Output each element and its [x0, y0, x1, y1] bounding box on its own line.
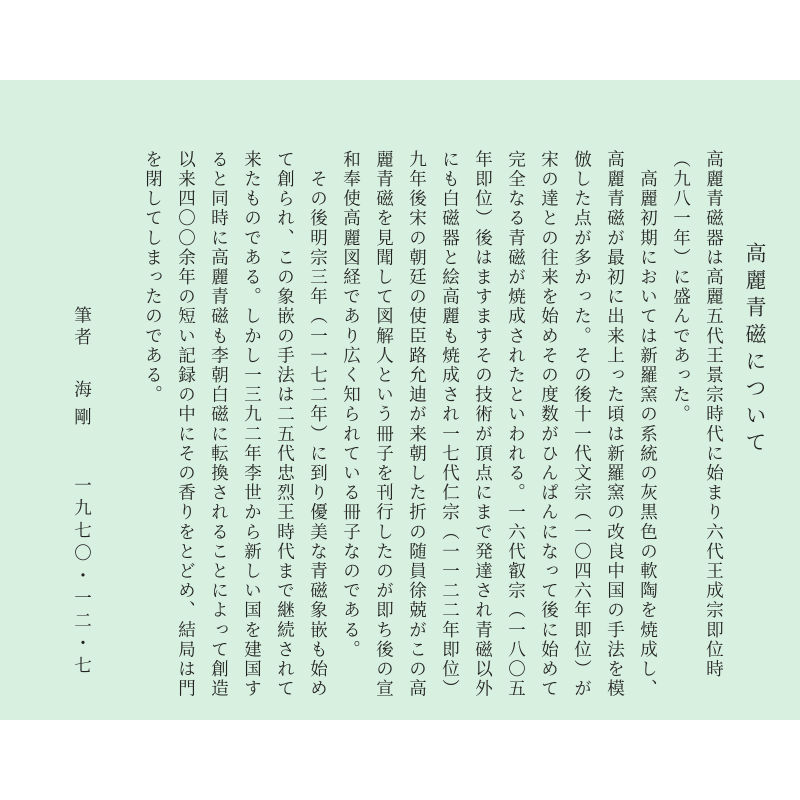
signature-label: 筆者: [71, 306, 92, 349]
text-line: （九八一年）に盛んであった。: [670, 150, 691, 425]
paper-sheet: [0, 80, 800, 720]
text-line: を閉してしまったのである。: [142, 150, 163, 405]
text-line: 高麗青磁器は高麗五代王景宗時代に始まり六代王成宗即位時: [703, 150, 724, 680]
text-line: 麗青磁を見聞して図解人という冊子を刊行したのが即ち後の宣: [373, 150, 394, 699]
document-title: 高麗青磁について: [743, 242, 767, 458]
text-line: 完全なる青磁が焼成されたといわれる。一六代叡宗（一八〇五: [505, 150, 526, 699]
text-line: 以来四〇〇余年の短い記録の中にその香りをとどめ、結局は門: [175, 150, 196, 699]
text-line: 年即位）後はますますその技術が頂点にまで発達され青磁以外: [472, 150, 493, 699]
text-line: 高麗初期においては新羅窯の系統の灰黒色の軟陶を焼成し、: [637, 150, 658, 699]
text-line: 宋の達との往来を始めその度数がひんぱんになって後に始めて: [538, 150, 559, 699]
signature-date: 一九七〇・一二・七: [71, 476, 92, 679]
text-line: にも白磁器と絵高麗も焼成され一七代仁宗（一一二二年即位）: [439, 150, 460, 699]
text-line: 高麗青磁が最初に出来上った頃は新羅窯の改良中国の手法を模: [604, 150, 625, 699]
text-line: て創られ、この象嵌の手法は二五代忠烈王時代まで継続されて: [274, 150, 295, 699]
text-line: 和奉使高麗図経であり広く知られている冊子なのである。: [340, 150, 361, 660]
signature-author: 海剛: [71, 380, 92, 435]
text-line: 来たものである。しかし一三九二年李世から新しい国を建国す: [241, 150, 262, 699]
text-line: 九年後宋の朝廷の使臣路允迪が来朝した折の随員徐兢がこの高: [406, 150, 427, 699]
text-line: ると同時に高麗青磁も李朝白磁に転換されることによって創造: [208, 150, 229, 699]
text-line: その後明宗三年（一一七二年）に到り優美な青磁象嵌も始め: [307, 150, 328, 699]
text-line: 倣した点が多かった。その後十一代文宗（一〇四六年即位）が: [571, 150, 592, 699]
